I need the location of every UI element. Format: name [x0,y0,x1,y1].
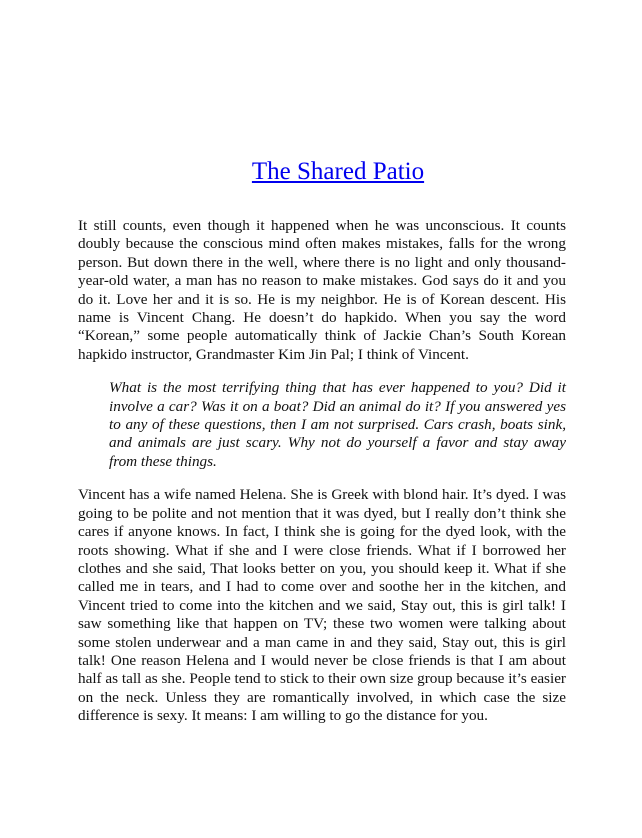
page-title-link[interactable]: The Shared Patio [251,158,425,185]
body-paragraph-2: Vincent has a wife named Helena. She is Greek with blond hair. It’s dyed. I was going to be polite and not mention that it was dyed, but I really don’t think she cares if anyone knows. In fact, I think she is going for the dyed look, with the roots showing. What if she and I were close friends. What if I borrowed her clothes and she said, That looks better on you, you should keep it. What if she called me in tears, and I had to come over and soothe her in the kitchen, and Vincent tried to come into the kitchen and we said, Stay out, this is girl talk! I saw something like that happen on TV; these two women were talking about some stolen underwear and a man came in and they said, Stay out, this is girl talk! One reason Helena and I would never be close friends is that I am about half as tall as she. People tend to stick to their own size group because it’s easier on the neck. Unless they are romantically involved, in which case the size difference is sexy. It means: I am willing to go the distance for you. [78,486,566,725]
document-page [78,150,566,726]
block-quote: What is the most terrifying thing that has ever happened to you? Did it involve a car? Was it on a boat? Did an animal do it? If you answered yes to any of these questions, then I am not surprised. Cars crash, boats sink, and animals are just scary. Why not do yourself a favor and stay away from these things. [109,379,566,470]
body-paragraph-1: It still counts, even though it happened when he was unconscious. It counts doubly because the conscious mind often makes mistakes, falls for the wrong person. But down there in the well, where there is no light and only thousand-year-old water, a man has no reason to make mistakes. God says do it and you do it. Love her and it is so. He is my neighbor. He is of Korean descent. His name is Vincent Chang. He doesn’t do hapkido. When you say the word “Korean,” some people automatically think of Jackie Chan’s South Korean hapkido instructor, Grandmaster Kim Jin Pal; I think of Vincent. [78,217,566,363]
